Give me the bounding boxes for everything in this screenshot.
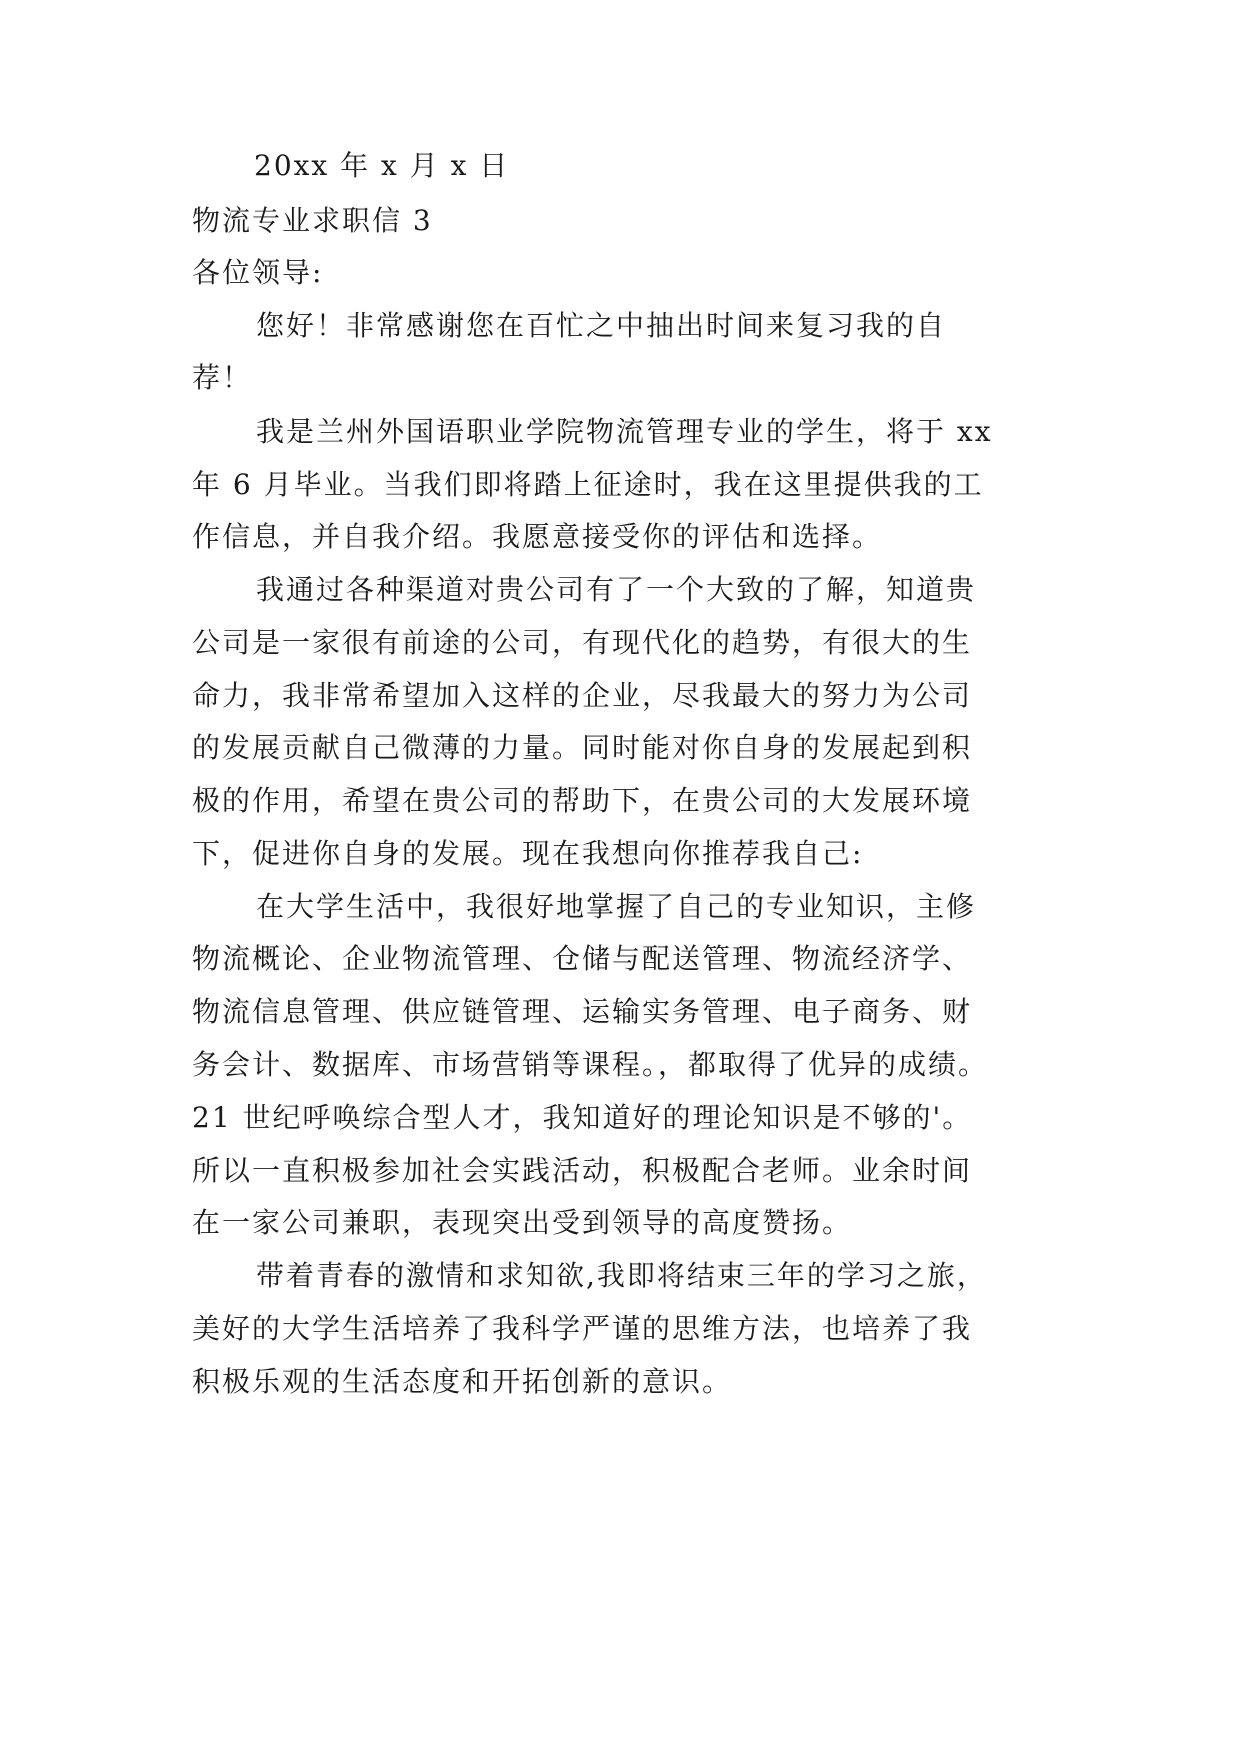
date-line: 20xx 年 x 月 x 日 xyxy=(254,149,510,182)
paragraph-line: 您好！非常感谢您在百忙之中抽出时间来复习我的自 xyxy=(256,309,947,342)
paragraph-line: 美好的大学生活培养了我科学严谨的思维方法，也培养了我 xyxy=(192,1312,973,1345)
paragraph-line: 下，促进你自身的发展。现在我想向你推荐我自己: xyxy=(192,837,864,870)
paragraph-line: 在一家公司兼职，表现突出受到领导的高度赞扬。 xyxy=(192,1206,853,1239)
paragraph-line: 荐！ xyxy=(192,361,253,394)
paragraph-line: 公司是一家很有前途的公司，有现代化的趋势，有很大的生 xyxy=(192,626,973,659)
paragraph-line: 积极乐观的生活态度和开拓创新的意识。 xyxy=(192,1365,733,1398)
paragraph-line: 的发展贡献自己微薄的力量。同时能对你自身的发展起到积 xyxy=(192,731,973,764)
paragraph-line: 物流信息管理、供应链管理、运输实务管理、电子商务、财 xyxy=(192,995,973,1028)
paragraph-line: 极的作用，希望在贵公司的帮助下，在贵公司的大发展环境 xyxy=(192,784,973,817)
paragraph-line: 我是兰州外国语职业学院物流管理专业的学生，将于 xx xyxy=(256,415,993,448)
paragraph-line: 务会计、数据库、市场营销等课程。，都取得了优异的成绩。 xyxy=(192,1048,989,1081)
paragraph-line: 带着青春的激情和求知欲,我即将结束三年的学习之旅， xyxy=(256,1259,987,1292)
salutation: 各位领导: xyxy=(192,256,324,289)
paragraph-line: 所以一直积极参加社会实践活动，积极配合老师。业余时间 xyxy=(192,1154,973,1187)
letter-title: 物流专业求职信 3 xyxy=(192,204,433,237)
paragraph-line: 作信息，并自我介绍。我愿意接受你的评估和选择。 xyxy=(192,520,883,553)
paragraph-line: 在大学生活中，我很好地掌握了自己的专业知识，主修 xyxy=(256,890,977,923)
paragraph-line: 物流概论、企业物流管理、仓储与配送管理、物流经济学、 xyxy=(192,942,973,975)
paragraph-line: 命力，我非常希望加入这样的企业，尽我最大的努力为公司 xyxy=(192,679,973,712)
paragraph-line: 21 世纪呼唤综合型人才，我知道好的理论知识是不够的'。 xyxy=(192,1101,973,1134)
paragraph-line: 我通过各种渠道对贵公司有了一个大致的了解，知道贵 xyxy=(256,573,977,606)
paragraph-line: 年 6 月毕业。当我们即将踏上征途时，我在这里提供我的工 xyxy=(192,468,984,501)
